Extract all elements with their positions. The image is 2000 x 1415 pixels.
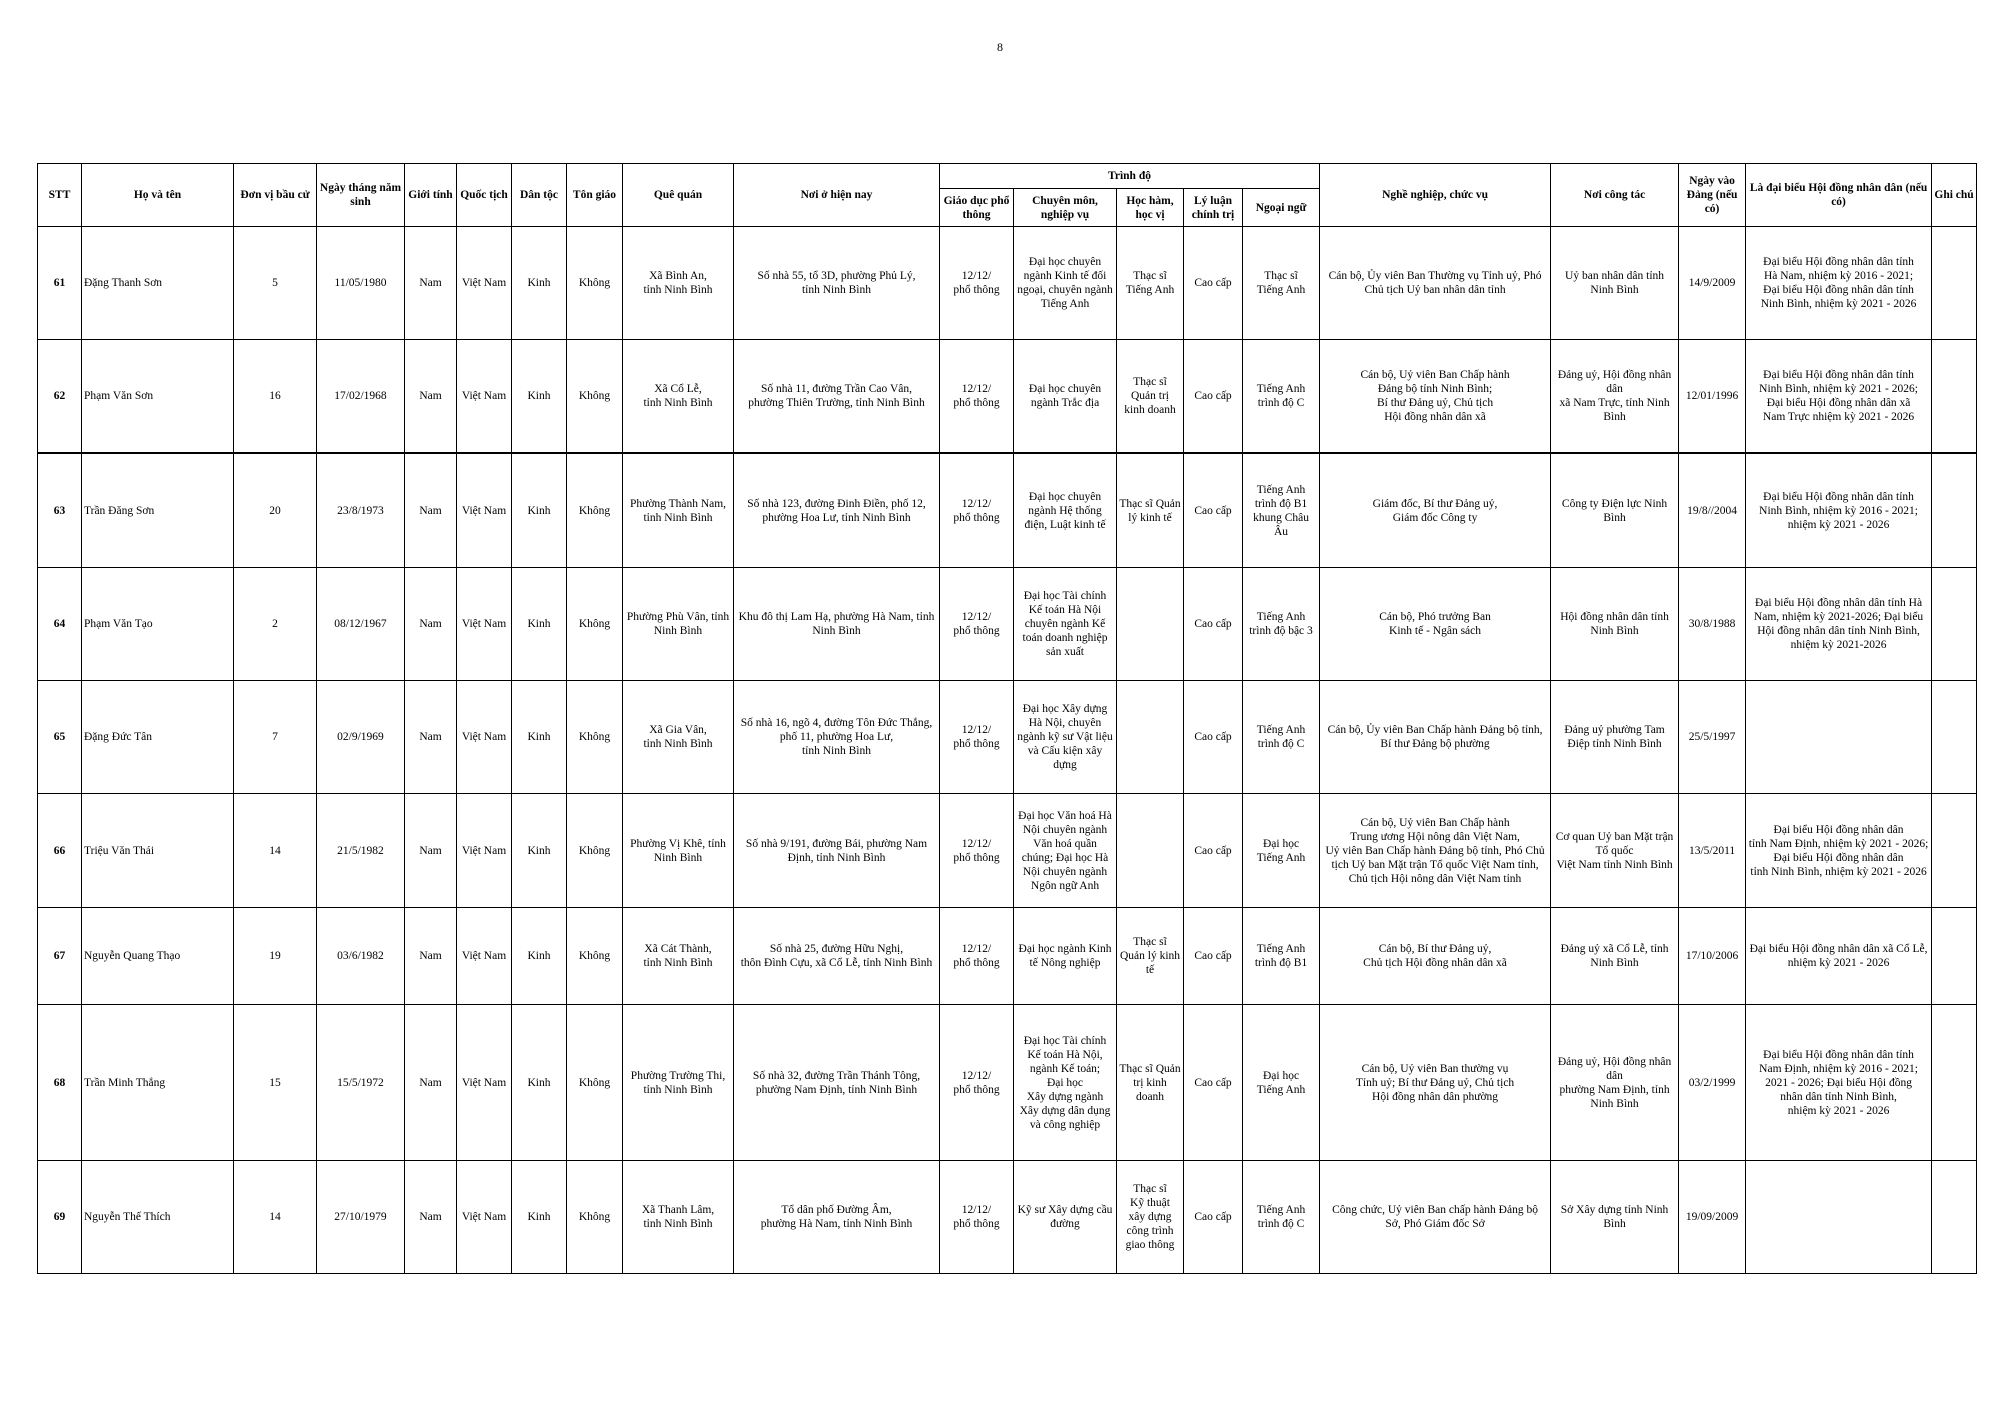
cell-party-date: 17/10/2006 bbox=[1679, 908, 1746, 1005]
cell-ethnicity: Kinh bbox=[512, 453, 567, 568]
cell-specialty: Đại học chuyên ngành Kinh tế đối ngoại, chuyên ngành Tiếng Anh bbox=[1014, 227, 1117, 340]
header-gender: Giới tính bbox=[405, 164, 457, 227]
cell-council bbox=[1746, 1161, 1932, 1274]
cell-notes bbox=[1932, 453, 1977, 568]
cell-nationality: Việt Nam bbox=[457, 1005, 512, 1161]
cell-gender: Nam bbox=[405, 453, 457, 568]
header-hometown: Quê quán bbox=[623, 164, 734, 227]
cell-workplace: Đảng uỷ xã Cổ Lễ, tỉnh Ninh Bình bbox=[1551, 908, 1679, 1005]
cell-general-education: 12/12/ phổ thông bbox=[940, 340, 1014, 454]
table-row bbox=[38, 1161, 1977, 1274]
cell-notes bbox=[1932, 1161, 1977, 1274]
cell-ethnicity: Kinh bbox=[512, 908, 567, 1005]
cell-language: Tiếng Anh trình độ B1 bbox=[1243, 908, 1320, 1005]
cell-specialty: Đại học chuyên ngành Trắc địa bbox=[1014, 340, 1117, 454]
cell-political: Cao cấp bbox=[1184, 568, 1243, 681]
cell-council bbox=[1746, 681, 1932, 794]
cell-specialty: Kỹ sư Xây dựng cầu đường bbox=[1014, 1161, 1117, 1274]
cell-degree: Thạc sĩ Kỹ thuật xây dựng công trình giao thông bbox=[1117, 1161, 1184, 1274]
cell-nationality: Việt Nam bbox=[457, 681, 512, 794]
cell-degree bbox=[1117, 681, 1184, 794]
cell-degree: Thạc sĩ Quản trị kinh doanh bbox=[1117, 340, 1184, 454]
cell-unit: 16 bbox=[234, 340, 317, 454]
cell-gender: Nam bbox=[405, 681, 457, 794]
cell-council: Đại biểu Hội đồng nhân dân xã Cổ Lễ, nhiệm kỳ 2021 - 2026 bbox=[1746, 908, 1932, 1005]
cell-political: Cao cấp bbox=[1184, 794, 1243, 908]
header-language: Ngoại ngữ bbox=[1243, 189, 1320, 227]
cell-general-education: 12/12/ phổ thông bbox=[940, 908, 1014, 1005]
cell-occupation: Cán bộ, Uỷ viên Ban Chấp hành Trung ương Hội nông dân Việt Nam, Uỷ viên Ban Chấp hành Đảng bộ tỉnh, Phó Chủ tịch Uỷ ban Mặt trận Tổ quốc Việt Nam tỉnh, Chủ tịch Hội nông dân Việt Nam tỉnh bbox=[1320, 794, 1551, 908]
cell-workplace: Đảng uỷ phường Tam Điệp tỉnh Ninh Bình bbox=[1551, 681, 1679, 794]
cell-general-education: 12/12/ phổ thông bbox=[940, 681, 1014, 794]
cell-ethnicity: Kinh bbox=[512, 1161, 567, 1274]
cell-specialty: Đại học Tài chính Kế toán Hà Nội, ngành Kế toán; Đại học Xây dựng ngành Xây dựng dân dụng và công nghiệp bbox=[1014, 1005, 1117, 1161]
cell-name: Nguyễn Thế Thích bbox=[82, 1161, 234, 1274]
header-religion: Tôn giáo bbox=[567, 164, 623, 227]
header-workplace: Nơi công tác bbox=[1551, 164, 1679, 227]
cell-language: Tiếng Anh trình độ C bbox=[1243, 1161, 1320, 1274]
cell-stt: 64 bbox=[38, 568, 82, 681]
cell-hometown: Phường Vị Khê, tỉnh Ninh Bình bbox=[623, 794, 734, 908]
cell-nationality: Việt Nam bbox=[457, 568, 512, 681]
cell-dob: 11/05/1980 bbox=[317, 227, 405, 340]
cell-occupation: Cán bộ, Bí thư Đảng uỷ, Chủ tịch Hội đồng nhân dân xã bbox=[1320, 908, 1551, 1005]
cell-political: Cao cấp bbox=[1184, 340, 1243, 454]
cell-unit: 19 bbox=[234, 908, 317, 1005]
header-nationality: Quốc tịch bbox=[457, 164, 512, 227]
cell-degree bbox=[1117, 794, 1184, 908]
cell-workplace: Sở Xây dựng tỉnh Ninh Bình bbox=[1551, 1161, 1679, 1274]
cell-general-education: 12/12/ phổ thông bbox=[940, 794, 1014, 908]
cell-religion: Không bbox=[567, 681, 623, 794]
cell-stt: 69 bbox=[38, 1161, 82, 1274]
cell-dob: 08/12/1967 bbox=[317, 568, 405, 681]
cell-occupation: Cán bộ, Uỷ viên Ban thường vụ Tỉnh uỷ; Bí thư Đảng uỷ, Chủ tịch Hội đồng nhân dân phường bbox=[1320, 1005, 1551, 1161]
cell-stt: 66 bbox=[38, 794, 82, 908]
cell-specialty: Đại học ngành Kinh tế Nông nghiệp bbox=[1014, 908, 1117, 1005]
cell-residence: Số nhà 32, đường Trần Thánh Tông, phường Nam Định, tỉnh Ninh Bình bbox=[734, 1005, 940, 1161]
cell-stt: 65 bbox=[38, 681, 82, 794]
cell-hometown: Xã Bình An, tỉnh Ninh Bình bbox=[623, 227, 734, 340]
cell-nationality: Việt Nam bbox=[457, 1161, 512, 1274]
cell-religion: Không bbox=[567, 794, 623, 908]
cell-unit: 2 bbox=[234, 568, 317, 681]
table-row bbox=[38, 1005, 1977, 1161]
header-education-group: Trình độ bbox=[940, 164, 1320, 189]
cell-stt: 67 bbox=[38, 908, 82, 1005]
cell-language: Đại học Tiếng Anh bbox=[1243, 794, 1320, 908]
cell-specialty: Đại học Văn hoá Hà Nội chuyên ngành Văn hoá quần chúng; Đại học Hà Nội chuyên ngành Ngôn ngữ Anh bbox=[1014, 794, 1117, 908]
cell-party-date: 30/8/1988 bbox=[1679, 568, 1746, 681]
cell-residence: Số nhà 16, ngõ 4, đường Tôn Đức Thắng, phố 11, phường Hoa Lư, tỉnh Ninh Bình bbox=[734, 681, 940, 794]
cell-council: Đại biểu Hội đồng nhân dân tỉnh Hà Nam, nhiệm kỳ 2021-2026; Đại biểu Hội đồng nhân dân tỉnh Ninh Bình, nhiệm kỳ 2021-2026 bbox=[1746, 568, 1932, 681]
cell-council: Đại biểu Hội đồng nhân dân tỉnh Ninh Bình, nhiệm kỳ 2016 - 2021; nhiệm kỳ 2021 - 2026 bbox=[1746, 453, 1932, 568]
cell-specialty: Đại học chuyên ngành Hệ thống điện, Luật kinh tế bbox=[1014, 453, 1117, 568]
cell-degree bbox=[1117, 568, 1184, 681]
cell-party-date: 19/09/2009 bbox=[1679, 1161, 1746, 1274]
header-ethnicity: Dân tộc bbox=[512, 164, 567, 227]
table-row bbox=[38, 908, 1977, 1005]
cell-specialty: Đại học Xây dựng Hà Nội, chuyên ngành kỹ sư Vật liệu và Cấu kiện xây dựng bbox=[1014, 681, 1117, 794]
header-council: Là đại biểu Hội đồng nhân dân (nếu có) bbox=[1746, 164, 1932, 227]
cell-residence: Số nhà 123, đường Đinh Điền, phố 12, phường Hoa Lư, tỉnh Ninh Bình bbox=[734, 453, 940, 568]
cell-unit: 7 bbox=[234, 681, 317, 794]
cell-notes bbox=[1932, 908, 1977, 1005]
cell-gender: Nam bbox=[405, 794, 457, 908]
cell-religion: Không bbox=[567, 453, 623, 568]
cell-hometown: Phường Trường Thi, tỉnh Ninh Bình bbox=[623, 1005, 734, 1161]
cell-gender: Nam bbox=[405, 1161, 457, 1274]
cell-occupation: Công chức, Uỷ viên Ban chấp hành Đảng bộ Sở, Phó Giám đốc Sở bbox=[1320, 1161, 1551, 1274]
cell-general-education: 12/12/ phổ thông bbox=[940, 1005, 1014, 1161]
cell-residence: Số nhà 25, đường Hữu Nghị, thôn Đình Cựu, xã Cổ Lễ, tỉnh Ninh Bình bbox=[734, 908, 940, 1005]
cell-name: Trần Đăng Sơn bbox=[82, 453, 234, 568]
cell-hometown: Phường Thành Nam, tỉnh Ninh Bình bbox=[623, 453, 734, 568]
cell-religion: Không bbox=[567, 1005, 623, 1161]
page-number: 8 bbox=[997, 40, 1003, 54]
cell-residence: Số nhà 9/191, đường Bái, phường Nam Định, tỉnh Ninh Bình bbox=[734, 794, 940, 908]
cell-political: Cao cấp bbox=[1184, 681, 1243, 794]
header-name: Họ và tên bbox=[82, 164, 234, 227]
cell-general-education: 12/12/ phổ thông bbox=[940, 1161, 1014, 1274]
cell-dob: 27/10/1979 bbox=[317, 1161, 405, 1274]
cell-council: Đại biểu Hội đồng nhân dân tỉnh Nam Định, nhiệm kỳ 2016 - 2021; 2021 - 2026; Đại biểu Hội đồng nhân dân tỉnh Ninh Bình, nhiệm kỳ 2021 - 2026 bbox=[1746, 1005, 1932, 1161]
cell-council: Đại biểu Hội đồng nhân dân tỉnh Ninh Bình, nhiệm kỳ 2021 - 2026; Đại biểu Hội đồng nhân dân xã Nam Trực nhiệm kỳ 2021 - 2026 bbox=[1746, 340, 1932, 454]
cell-stt: 61 bbox=[38, 227, 82, 340]
cell-dob: 23/8/1973 bbox=[317, 453, 405, 568]
cell-ethnicity: Kinh bbox=[512, 681, 567, 794]
cell-notes bbox=[1932, 1005, 1977, 1161]
cell-political: Cao cấp bbox=[1184, 227, 1243, 340]
cell-party-date: 13/5/2011 bbox=[1679, 794, 1746, 908]
cell-language: Đại học Tiếng Anh bbox=[1243, 1005, 1320, 1161]
cell-party-date: 14/9/2009 bbox=[1679, 227, 1746, 340]
cell-ethnicity: Kinh bbox=[512, 227, 567, 340]
cell-nationality: Việt Nam bbox=[457, 340, 512, 454]
cell-nationality: Việt Nam bbox=[457, 453, 512, 568]
header-unit: Đơn vị bầu cử bbox=[234, 164, 317, 227]
cell-residence: Số nhà 55, tổ 3D, phường Phủ Lý, tỉnh Ninh Bình bbox=[734, 227, 940, 340]
cell-degree: Thạc sĩ Quản lý kinh tế bbox=[1117, 908, 1184, 1005]
cell-name: Phạm Văn Sơn bbox=[82, 340, 234, 454]
cell-occupation: Cán bộ, Phó trưởng Ban Kinh tế - Ngân sách bbox=[1320, 568, 1551, 681]
cell-unit: 14 bbox=[234, 794, 317, 908]
cell-name: Triệu Văn Thái bbox=[82, 794, 234, 908]
cell-gender: Nam bbox=[405, 227, 457, 340]
cell-dob: 21/5/1982 bbox=[317, 794, 405, 908]
cell-gender: Nam bbox=[405, 340, 457, 454]
cell-dob: 02/9/1969 bbox=[317, 681, 405, 794]
cell-name: Trần Minh Thắng bbox=[82, 1005, 234, 1161]
header-general-education: Giáo dục phổ thông bbox=[940, 189, 1014, 227]
cell-ethnicity: Kinh bbox=[512, 1005, 567, 1161]
cell-residence: Tổ dân phố Đường Âm, phường Hà Nam, tỉnh Ninh Bình bbox=[734, 1161, 940, 1274]
cell-political: Cao cấp bbox=[1184, 908, 1243, 1005]
cell-general-education: 12/12/ phổ thông bbox=[940, 568, 1014, 681]
cell-party-date: 25/5/1997 bbox=[1679, 681, 1746, 794]
cell-general-education: 12/12/ phổ thông bbox=[940, 227, 1014, 340]
cell-language: Thạc sĩ Tiếng Anh bbox=[1243, 227, 1320, 340]
cell-language: Tiếng Anh trình độ bậc 3 bbox=[1243, 568, 1320, 681]
cell-council: Đại biểu Hội đồng nhân dân tỉnh Hà Nam, nhiệm kỳ 2016 - 2021; Đại biểu Hội đồng nhân dân tỉnh Ninh Bình, nhiệm kỳ 2021 - 2026 bbox=[1746, 227, 1932, 340]
cell-occupation: Cán bộ, Ủy viên Ban Thường vụ Tỉnh uỷ, Phó Chủ tịch Uỷ ban nhân dân tỉnh bbox=[1320, 227, 1551, 340]
cell-dob: 03/6/1982 bbox=[317, 908, 405, 1005]
cell-party-date: 03/2/1999 bbox=[1679, 1005, 1746, 1161]
cell-ethnicity: Kinh bbox=[512, 794, 567, 908]
cell-specialty: Đại học Tài chính Kế toán Hà Nội chuyên ngành Kế toán doanh nghiệp sản xuất bbox=[1014, 568, 1117, 681]
header-notes: Ghi chú bbox=[1932, 164, 1977, 227]
header-stt: STT bbox=[38, 164, 82, 227]
table-row bbox=[38, 568, 1977, 681]
table-row bbox=[38, 340, 1977, 454]
cell-notes bbox=[1932, 681, 1977, 794]
cell-council: Đại biểu Hội đồng nhân dân tỉnh Nam Định, nhiệm kỳ 2021 - 2026; Đại biểu Hội đồng nhân dân tỉnh Ninh Bình, nhiệm kỳ 2021 - 2026 bbox=[1746, 794, 1932, 908]
table-row bbox=[38, 227, 1977, 340]
table-row bbox=[38, 453, 1977, 568]
cell-notes bbox=[1932, 227, 1977, 340]
cell-degree: Thạc sĩ Quản lý kinh tế bbox=[1117, 453, 1184, 568]
candidate-table bbox=[37, 163, 1977, 1274]
cell-name: Nguyễn Quang Thạo bbox=[82, 908, 234, 1005]
cell-hometown: Xã Thanh Lâm, tỉnh Ninh Bình bbox=[623, 1161, 734, 1274]
cell-hometown: Xã Gia Vân, tỉnh Ninh Bình bbox=[623, 681, 734, 794]
cell-ethnicity: Kinh bbox=[512, 568, 567, 681]
cell-religion: Không bbox=[567, 568, 623, 681]
table-row bbox=[38, 681, 1977, 794]
cell-general-education: 12/12/ phổ thông bbox=[940, 453, 1014, 568]
cell-nationality: Việt Nam bbox=[457, 227, 512, 340]
cell-party-date: 12/01/1996 bbox=[1679, 340, 1746, 454]
cell-political: Cao cấp bbox=[1184, 1005, 1243, 1161]
cell-political: Cao cấp bbox=[1184, 1161, 1243, 1274]
cell-residence: Khu đô thị Lam Hạ, phường Hà Nam, tỉnh Ninh Bình bbox=[734, 568, 940, 681]
cell-religion: Không bbox=[567, 340, 623, 454]
cell-stt: 62 bbox=[38, 340, 82, 454]
cell-notes bbox=[1932, 568, 1977, 681]
cell-language: Tiếng Anh trình độ C bbox=[1243, 681, 1320, 794]
cell-workplace: Hội đồng nhân dân tỉnh Ninh Bình bbox=[1551, 568, 1679, 681]
header-residence: Nơi ở hiện nay bbox=[734, 164, 940, 227]
cell-religion: Không bbox=[567, 908, 623, 1005]
cell-degree: Thạc sĩ Tiếng Anh bbox=[1117, 227, 1184, 340]
cell-language: Tiếng Anh trình độ B1 khung Châu Âu bbox=[1243, 453, 1320, 568]
cell-stt: 68 bbox=[38, 1005, 82, 1161]
header-party-date: Ngày vào Đảng (nếu có) bbox=[1679, 164, 1746, 227]
cell-party-date: 19/8//2004 bbox=[1679, 453, 1746, 568]
header-occupation: Nghề nghiệp, chức vụ bbox=[1320, 164, 1551, 227]
cell-workplace: Uỷ ban nhân dân tỉnh Ninh Bình bbox=[1551, 227, 1679, 340]
cell-occupation: Giám đốc, Bí thư Đảng uỷ, Giám đốc Công ty bbox=[1320, 453, 1551, 568]
cell-nationality: Việt Nam bbox=[457, 794, 512, 908]
cell-religion: Không bbox=[567, 1161, 623, 1274]
cell-unit: 5 bbox=[234, 227, 317, 340]
cell-workplace: Cơ quan Uỷ ban Mặt trận Tổ quốc Việt Nam tỉnh Ninh Bình bbox=[1551, 794, 1679, 908]
cell-language: Tiếng Anh trình độ C bbox=[1243, 340, 1320, 454]
table-row bbox=[38, 794, 1977, 908]
cell-dob: 15/5/1972 bbox=[317, 1005, 405, 1161]
cell-hometown: Xã Cổ Lễ, tỉnh Ninh Bình bbox=[623, 340, 734, 454]
cell-workplace: Đảng uỷ, Hội đồng nhân dân xã Nam Trực, tỉnh Ninh Bình bbox=[1551, 340, 1679, 454]
cell-nationality: Việt Nam bbox=[457, 908, 512, 1005]
cell-occupation: Cán bộ, Uỷ viên Ban Chấp hành Đảng bộ tỉnh Ninh Bình; Bí thư Đảng uỷ, Chủ tịch Hội đồng nhân dân xã bbox=[1320, 340, 1551, 454]
cell-name: Phạm Văn Tạo bbox=[82, 568, 234, 681]
cell-hometown: Xã Cát Thành, tỉnh Ninh Bình bbox=[623, 908, 734, 1005]
cell-degree: Thạc sĩ Quản trị kinh doanh bbox=[1117, 1005, 1184, 1161]
header-political: Lý luận chính trị bbox=[1184, 189, 1243, 227]
cell-name: Đặng Thanh Sơn bbox=[82, 227, 234, 340]
cell-gender: Nam bbox=[405, 568, 457, 681]
cell-notes bbox=[1932, 794, 1977, 908]
cell-name: Đặng Đức Tân bbox=[82, 681, 234, 794]
cell-workplace: Đảng uỷ, Hội đồng nhân dân phường Nam Định, tỉnh Ninh Bình bbox=[1551, 1005, 1679, 1161]
cell-notes bbox=[1932, 340, 1977, 454]
cell-ethnicity: Kinh bbox=[512, 340, 567, 454]
cell-gender: Nam bbox=[405, 908, 457, 1005]
header-degree: Học hàm, học vị bbox=[1117, 189, 1184, 227]
cell-stt: 63 bbox=[38, 453, 82, 568]
header-dob: Ngày tháng năm sinh bbox=[317, 164, 405, 227]
cell-residence: Số nhà 11, đường Trần Cao Vân, phường Thiên Trường, tỉnh Ninh Bình bbox=[734, 340, 940, 454]
cell-religion: Không bbox=[567, 227, 623, 340]
header-specialty: Chuyên môn, nghiệp vụ bbox=[1014, 189, 1117, 227]
cell-gender: Nam bbox=[405, 1005, 457, 1161]
cell-occupation: Cán bộ, Ủy viên Ban Chấp hành Đảng bộ tỉnh, Bí thư Đảng bộ phường bbox=[1320, 681, 1551, 794]
cell-unit: 20 bbox=[234, 453, 317, 568]
cell-dob: 17/02/1968 bbox=[317, 340, 405, 454]
cell-hometown: Phường Phù Vân, tỉnh Ninh Bình bbox=[623, 568, 734, 681]
cell-unit: 15 bbox=[234, 1005, 317, 1161]
cell-political: Cao cấp bbox=[1184, 453, 1243, 568]
cell-workplace: Công ty Điện lực Ninh Bình bbox=[1551, 453, 1679, 568]
cell-unit: 14 bbox=[234, 1161, 317, 1274]
